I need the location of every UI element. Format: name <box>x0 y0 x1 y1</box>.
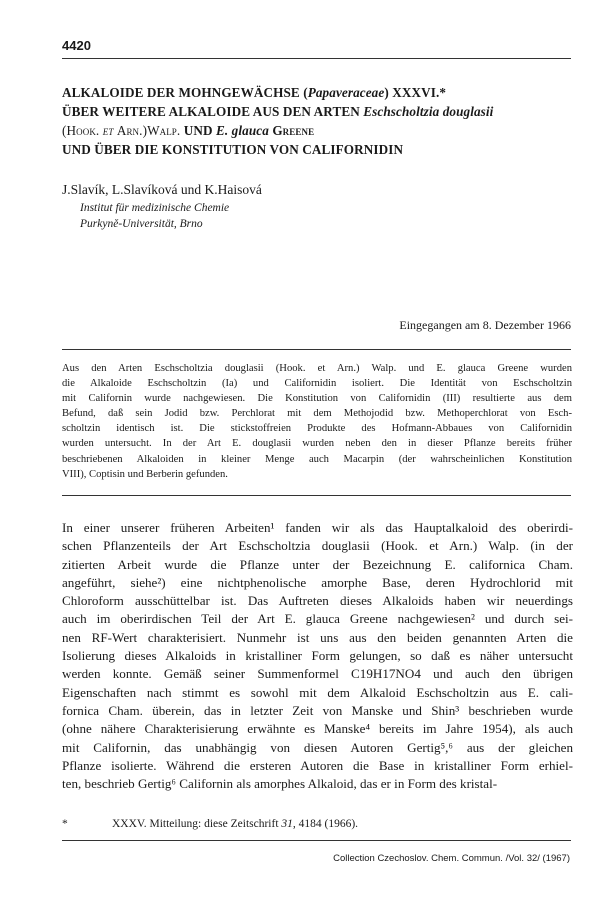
body-line: fornica Cham. überein, das in letzter Zeit von Manske und Shin³ beschrieben wurde <box>62 702 573 718</box>
body-line: schen Pflanzenteils der Art Eschscholtzia douglasii (Hook. et Arn.) Walp. (in der <box>62 538 573 554</box>
body-line: werden konnte. Gemäß seiner Summenformel C19H17NO4 und auch den übrigen <box>62 666 573 682</box>
body-text <box>62 519 573 793</box>
footnote-marker: * <box>62 818 68 830</box>
abstract-line: Befund, daß sein Jodid bzw. Perchlorat mit dem Methojodid bzw. Methoperchlorat von Esch- <box>62 408 572 420</box>
title-line-1: ALKALOIDE DER MOHNGEWÄCHSE (Papaveraceae) XXXVI.* <box>62 85 447 100</box>
authors: J.Slavík, L.Slavíková und K.Haisová <box>62 182 262 197</box>
abstract-line: VIII), Coptisin und Berberin gefunden. <box>62 468 228 480</box>
body-line: mit Californin, das unabhängig von diesen Autoren Gertig⁵,⁶ aus der gleichen <box>62 739 573 755</box>
body-line: Chloroform ausschüttelbar ist. Das Auftreten dieses Alkaloids haben wir neuerdings <box>62 593 573 609</box>
body-line: Eigenschaften nach stimmt es sowohl mit dem Alkaloid Eschscholtzin aus E. cali- <box>62 684 573 700</box>
body-line: Pflanze isolierte. Während die ersteren Autoren die Base in kristalliner Form erhiel- <box>62 757 573 773</box>
body-line: Isolierung dieses Alkaloids in kristalliner Form gelungen, so daß es näher untersucht <box>62 648 573 664</box>
body-line: nen RF-Wert charakterisiert. Nunmehr ist uns aus den beiden genannten Arten die <box>62 629 573 645</box>
abstract-line: beschriebenen Alkaloiden in kleiner Menge auch Macarpin (der wahrscheinlichen Konstitution <box>62 453 572 465</box>
page-number: 4420 <box>62 38 91 53</box>
title-line-2: ÜBER WEITERE ALKALOIDE AUS DEN ARTEN Eschscholtzia douglasii <box>62 104 494 119</box>
abstract-line: wurden untersucht. In der Art E. douglasii wurden neben den in dieser Pflanze bereits früher <box>62 438 572 450</box>
journal-citation: Collection Czechoslov. Chem. Commun. /Vol. 32/ (1967) <box>333 853 570 864</box>
body-line: angeführt, siehe²) eine nichtphenolische amorphe Base, deren Hydrochlorid mit <box>62 574 573 590</box>
footnote: * XXXV. Mitteilung: diese Zeitschrift 31, 4184 (1966). <box>62 818 359 830</box>
abstract-bottom-rule <box>62 495 571 496</box>
abstract-top-rule <box>62 349 571 350</box>
title-line-3: (Hook. et Arn.)Walp. UND E. glauca Greene <box>62 123 315 138</box>
abstract <box>62 361 572 482</box>
title-line-4: UND ÜBER DIE KONSTITUTION VON CALIFORNIDIN <box>62 142 404 157</box>
abstract-line: die Alkaloide Eschscholtzin (Ia) und Californidin isoliert. Die Identität von Eschscholtzin <box>62 378 572 390</box>
footer-rule <box>62 840 571 841</box>
body-line: In einer unserer früheren Arbeiten¹ fanden wir als das Hauptalkaloid des oberirdi- <box>62 520 573 535</box>
body-line: auch im oberirdischen Teil der Art E. glauca Greene nachgewiesen² und durch sei- <box>62 611 573 627</box>
body-line: zitierten Arbeit wurde die Pflanze unter der Bezeichnung E. californica Cham. <box>62 556 573 572</box>
affiliation-line-1: Institut für medizinische Chemie <box>80 202 230 214</box>
body-line: ten, beschrieb Gertig⁶ Californin als amorphes Alkaloid, das er in Form des kristal- <box>62 776 498 792</box>
abstract-line: Aus den Arten Eschscholtzia douglasii (Hook. et Arn.) Walp. und E. glauca Greene wurden <box>62 363 572 374</box>
abstract-line: mit Californin wurde nachgewiesen. Die Konstitution von Californidin (III) resultierte aus dem <box>62 393 572 405</box>
header-rule <box>62 58 571 59</box>
received-date: Eingegangen am 8. Dezember 1966 <box>399 318 571 332</box>
affiliation <box>80 200 229 232</box>
abstract-line: scholtzin identisch ist. Die stickstoffreien Produkte des Hofmann-Abbaues von Californidin <box>62 423 572 435</box>
affiliation-line-2: Purkyně-Universität, Brno <box>80 218 203 230</box>
body-line: (ohne nähere Charakterisierung erwähnte es Manske⁴ bereits im Jahre 1954), als auch <box>62 721 573 737</box>
